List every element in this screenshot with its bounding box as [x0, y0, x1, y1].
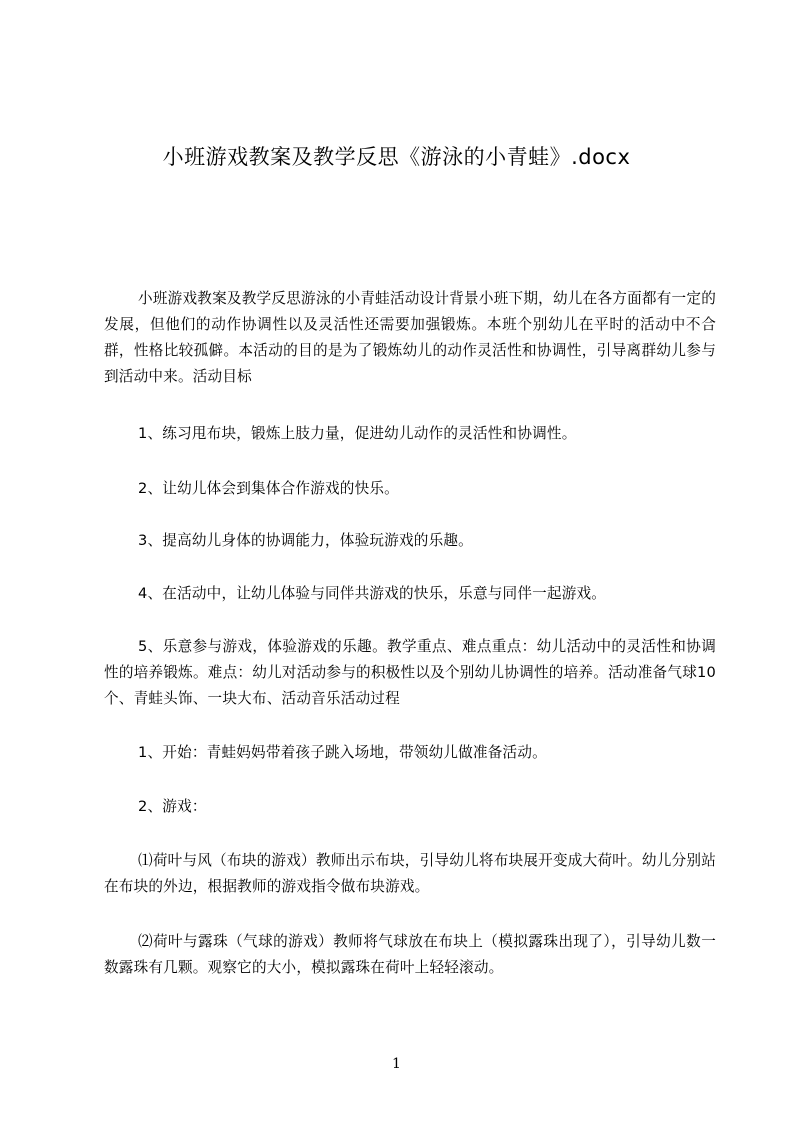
paragraph-game-2: ⑵荷叶与露珠（气球的游戏）教师将气球放在布块上（模拟露珠出现了），引导幼儿数一数露珠有几颗。观察它的大小，模拟露珠在荷叶上轻轻滚动。: [104, 933, 716, 976]
paragraph-goal-5: 5、乐意参与游戏，体验游戏的乐趣。教学重点、难点重点：幼儿活动中的灵活性和协调性的培养锻炼。难点：幼儿对活动参与的积极性以及个别幼儿协调性的培养。活动准备气球10个、青蛙头饰、一块大布、活动音乐活动过程: [104, 638, 716, 707]
paragraph-goal-4: 4、在活动中，让幼儿体验与同伴共游戏的快乐，乐意与同伴一起游戏。: [138, 585, 607, 602]
document-title: 小班游戏教案及教学反思《游泳的小青蛙》.docx: [162, 145, 631, 169]
paragraph-goal-3: 3、提高幼儿身体的协调能力，体验玩游戏的乐趣。: [138, 532, 473, 549]
page-number: 1: [392, 1056, 401, 1072]
paragraph-game-1: ⑴荷叶与风（布块的游戏）教师出示布块，引导幼儿将布块展开变成大荷叶。幼儿分别站在布块的外边，根据教师的游戏指令做布块游戏。: [104, 852, 716, 895]
paragraph-step-1: 1、开始：青蛙妈妈带着孩子跳入场地，带领幼儿做准备活动。: [138, 744, 547, 761]
paragraph-background: 小班游戏教案及教学反思游泳的小青蛙活动设计背景小班下期，幼儿在各方面都有一定的发展，但他们的动作协调性以及灵活性还需要加强锻炼。本班个别幼儿在平时的活动中不合群，性格比较孤僻。本活动的目的是为了锻炼幼儿的动作灵活性和协调性，引导离群幼儿参与到活动中来。活动目标: [104, 290, 716, 385]
paragraph-goal-1: 1、练习甩布块，锻炼上肢力量，促进幼儿动作的灵活性和协调性。: [138, 425, 577, 442]
paragraph-goal-2: 2、让幼儿体会到集体合作游戏的快乐。: [138, 480, 399, 497]
paragraph-step-2: 2、游戏：: [138, 798, 207, 815]
